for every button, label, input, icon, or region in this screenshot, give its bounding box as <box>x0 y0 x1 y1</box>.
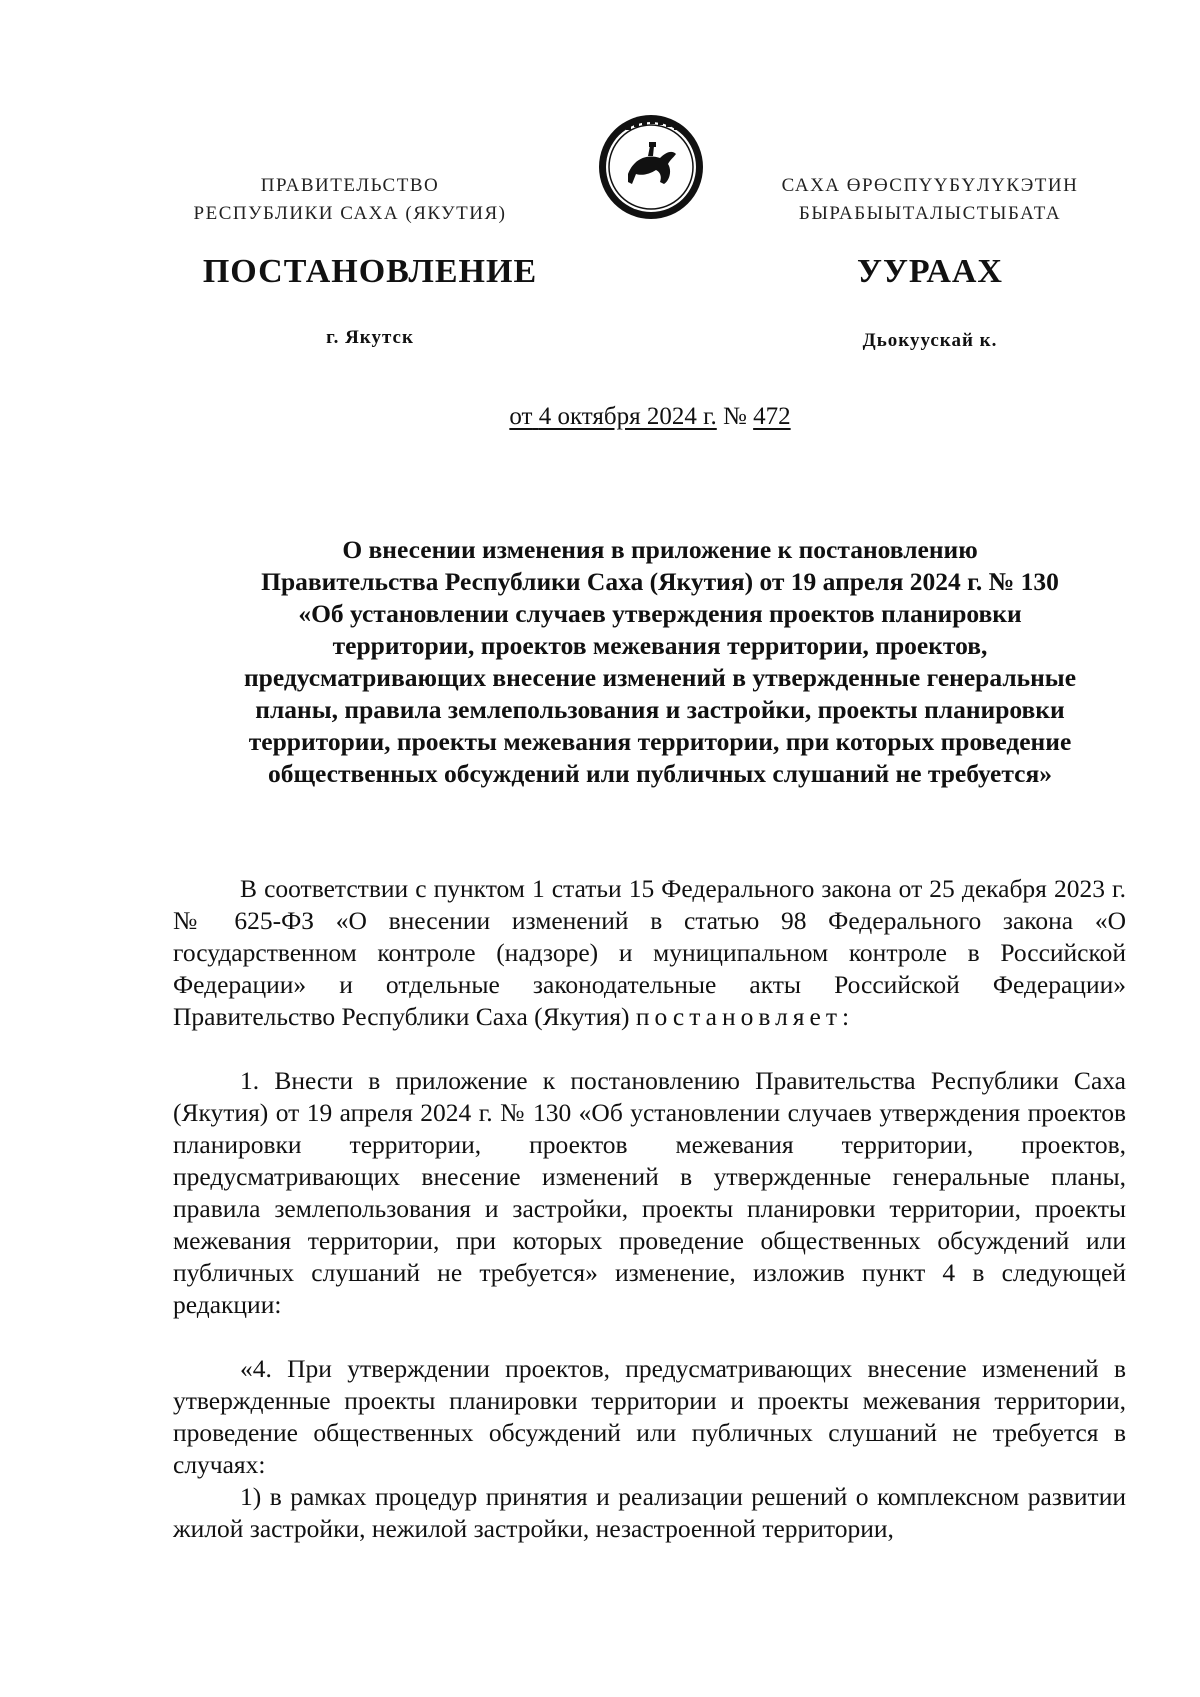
org-ru-line1: ПРАВИТЕЛЬСТВО <box>260 175 440 196</box>
paragraph-item-4-quoted: «4. При утверждении проектов, предусматривающих внесение изменений в утвержденные проекты планировки территории и проекты межевания территории, проведение общественных обсуждений или публичных слушаний не требуется в случаях: <box>173 1354 1126 1479</box>
org-ru-line2: РЕСПУБЛИКИ САХА (ЯКУТИЯ) <box>193 203 507 224</box>
coat-of-arms-emblem-icon <box>596 112 706 222</box>
paragraph-preamble <box>173 873 1126 1033</box>
heading-line: предусматривающих внесение изменений в утвержденные генеральные <box>243 663 1077 692</box>
heading-line: территории, проекты межевания территории, при которых проведение <box>248 727 1072 756</box>
heading-line: территории, проектов межевания территории, проектов, <box>332 631 988 660</box>
heading-line: О внесении изменения в приложение к постановлению <box>342 535 978 564</box>
org-sakha-line2: БЫРАБЫЫТАЛЫСТЫБАТА <box>798 203 1062 224</box>
document-number: 472 <box>753 403 791 430</box>
heading-line: «Об установлении случаев утверждения проектов планировки <box>298 599 1022 628</box>
organization-name-sakha <box>740 172 1120 228</box>
paragraph-item-1: 1. Внести в приложение к постановлению Правительства Республики Саха (Якутия) от 19 апреля 2024 г. № 130 «Об установлении случаев утверждения проектов планировки территории, проектов межевания территории, проектов, предусматривающих внесение изменений в утвержденные генеральные планы, правила землепользования и застройки, проекты планировки территории, проекты межевания территории, при которых проведение общественных обсуждений или публичных слушаний не требуется» изменение, изложив пункт 4 в следующей редакции: <box>173 1066 1126 1319</box>
organization-name-ru <box>150 172 550 228</box>
date-line <box>509 403 716 430</box>
city-sakha: Дьокуускай к. <box>862 330 998 351</box>
document-date-number <box>0 403 1200 431</box>
city-ru: г. Якутск <box>326 327 414 348</box>
number-sign: № <box>723 403 747 430</box>
decree-action-word: постановляет: <box>635 1002 855 1031</box>
heading-line: общественных обсуждений или публичных слушаний не требуется» <box>267 759 1053 788</box>
document-type-ru: ПОСТАНОВЛЕНИЕ <box>202 253 538 290</box>
preamble-text: В соответствии с пунктом 1 статьи 15 Федерального закона от 25 декабря 2023 г. № 625-ФЗ «О внесении изменений в статью 98 Федерального закона «О государственном контроле (надзоре) и муниципальном контроле в Российской Федерации» и отдельные законодательные акты Российской Федерации» Правительство Республики Саха (Якутия) <box>173 874 1126 1031</box>
heading-line: Правительства Республики Саха (Якутия) от 19 апреля 2024 г. № 130 <box>261 567 1059 596</box>
date-prefix: от <box>509 403 533 430</box>
document-heading <box>170 534 1150 790</box>
org-sakha-line1: САХА ӨРӨСПҮҮБҮЛҮКЭТИН <box>781 175 1079 196</box>
paragraph-subitem-1: 1) в рамках процедур принятия и реализации решений о комплексном развитии жилой застройки, нежилой застройки, незастроенной территории, <box>173 1482 1126 1543</box>
heading-line: планы, правила землепользования и застройки, проекты планировки <box>255 695 1065 724</box>
document-date: 4 октября 2024 г. <box>538 403 717 430</box>
document-type-sakha: УУРААХ <box>857 253 1003 290</box>
